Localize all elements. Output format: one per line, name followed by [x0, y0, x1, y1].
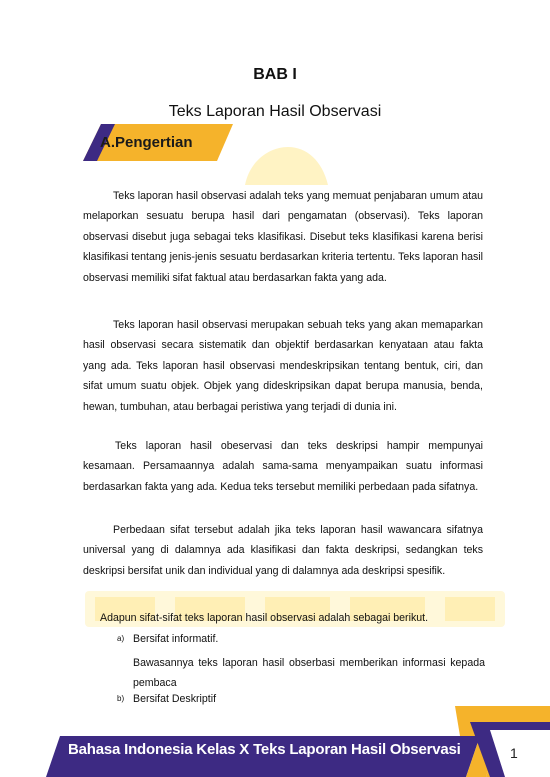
page-title: Teks Laporan Hasil Observasi — [168, 103, 382, 120]
paragraph-4: Perbedaan sifat tersebut adalah jika teks laporan hasil wawancara sifatnya universal yang di dalamnya ada klasifikasi dan fakta deskripsi, sedangkan teks deskripsi bersifat unik dan individual yang di dalamnya ada deskripsi spesifik. — [83, 524, 483, 577]
list-item-label: Bersifat informatif. — [133, 633, 219, 645]
chapter-heading: BAB I — [253, 66, 297, 83]
watermark-band — [85, 583, 505, 633]
footer-title: Bahasa Indonesia Kelas X Teks Laporan Hasil Observasi — [68, 741, 461, 758]
section-heading: A.Pengertian — [100, 134, 193, 151]
page-number: 1 — [510, 745, 518, 761]
paragraph-2: Teks laporan hasil observasi merupakan sebuah teks yang akan memaparkan hasil observasi secara sistematik dan objektif berdasarkan kenyataan atau fakta yang ada. Teks laporan hasil observasi mendeskripsikan tentang bentuk, ciri, dan sifat umum suatu objek. Objek yang dideskripsikan dapat berupa manusia, benda, hewan, tumbuhan, atau berbagai peristiwa yang terjadi di dunia ini. — [83, 319, 483, 413]
list-marker: a) — [117, 634, 125, 643]
list-marker: b) — [117, 694, 125, 703]
list-item-label: Bersifat Deskriptif — [133, 693, 217, 705]
list-intro: Adapun sifat-sifat teks laporan hasil observasi adalah sebagai berikut. — [100, 612, 429, 624]
watermark-emblem — [240, 145, 330, 187]
page-footer — [0, 700, 550, 777]
paragraph-1: Teks laporan hasil observasi adalah teks yang memuat penjabaran umum atau melaporkan sesuatu berupa hasil dari pengamatan (observasi). Teks laporan observasi disebut juga sebagai teks klasifikasi. Disebut teks klasifikasi karena berisi klasifikasi tentang jenis-jenis sesuatu berdasarkan kriteria tertentu. Teks laporan hasil observasi memiliki sifat faktual atau berdasarkan fakta yang ada. — [83, 190, 483, 284]
list-item-detail: Bawasannya teks laporan hasil obserbasi memberikan informasi kepada pembaca — [133, 657, 485, 690]
paragraph-3: Teks laporan hasil obeservasi dan teks deskripsi hampir mempunyai kesamaan. Persamaannya adalah sama-sama menyampaikan suatu informasi berdasarkan fakta yang ada. Kedua teks tersebut memiliki perbedaan pada sifatnya. — [83, 440, 483, 493]
